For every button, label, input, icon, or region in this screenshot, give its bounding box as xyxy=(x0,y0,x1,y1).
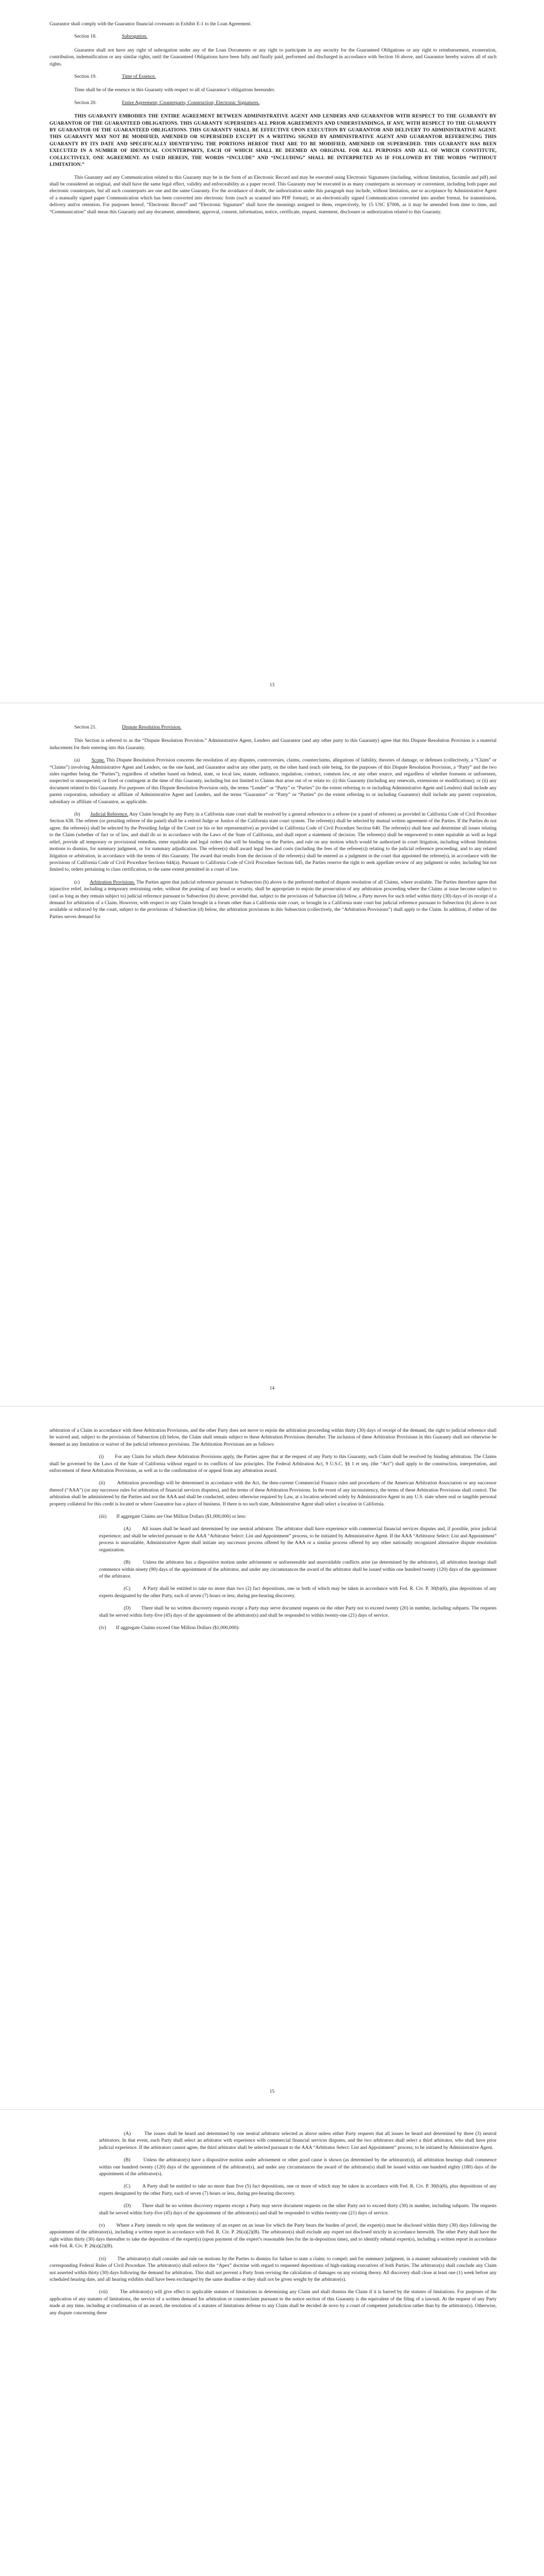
clause-body: A Party shall be entitled to take no more than two (2) fact depositions, one or both of which may be taken in accordance with Fed. R. Civ. P. 30(b)(6), plus depositions of any experts designated by the other Party, each of seven (7) hours or less, during pre-hearing discovery. xyxy=(99,1586,497,1599)
section-number: Section 18. xyxy=(74,33,97,40)
clause-vii xyxy=(50,2289,497,2316)
section-21-heading xyxy=(50,724,497,731)
clause-body: There shall be no written discovery requests except a Party may serve document requests on the other Party not to exceed twenty (20) in number, including subparts. The requests shall be served within forty-five (45) days of the appointment of the arbitrator(s) and shall be responded to within twenty-one (21) days of service. xyxy=(99,1605,497,1618)
document-page-16 xyxy=(0,2110,544,2576)
subsection-body: This Dispute Resolution Provision concerns the resolution of any disputes, controversies, claims, counterclaims, allegations of liability, theories of damage, or defenses (collectively, a “Claim” or “Claims”) involving Administrative Agent and Lenders, on the one hand, and Guarantor and/or any other party, on the other hand (each side being, for the purposes of this Dispute Resolution Provision, a “Party” and the two sides together being the “Parties”), regardless of whether based on federal, state, or local law, statute, ordinance, regulation, contract, common law, or any other source, and regardless of whether foreseen or unforeseen, suspected or unsuspected, or fixed or contingent at the time of this Guaranty, including but not limited to Claims that arise out of or relate to: (i) this Guaranty (including any renewals, extensions or modifications); or (ii) any document related to this Guaranty. For purposes of this Dispute Resolution Provision only, the terms “Lender” or “Party” or “Parties” (to the extent referring to or including Administrative Agent and Lenders) shall include any parent corporation, subsidiary or affiliate of Administrative Agent and Lenders, and the terms “Guarantor” or “Party” or “Parties” (to the extent referring to or including Guarantor) shall include any parent corporation, subsidiary or affiliate of Guarantor, as applicable. xyxy=(50,757,497,805)
clause-label: (iii) xyxy=(99,1514,107,1520)
subsection-c xyxy=(50,879,497,920)
clause-iii-a xyxy=(50,1526,497,1553)
section-title: Entire Agreement; Counterparts; Construction; Electronic Signatures. xyxy=(122,99,260,106)
document-page-13 xyxy=(0,0,544,703)
section-number: Section 19. xyxy=(74,74,97,80)
section-title: Dispute Resolution Provision. xyxy=(122,724,182,730)
clause-v xyxy=(50,2222,497,2250)
section-20-body: This Guaranty and any Communication related to this Guaranty may be in the form of an Electronic Record and may be executed using Electronic Signatures (including, without limitation, facsimile and pdf) and shall be considered an original, and shall have the same legal effect, validity and enforceability as a paper record. This Guaranty may be executed in as many counterparts as necessary or convenient, including both paper and electronic counterparts, but all such counterparts are one and the same Guaranty. For the avoidance of doubt, the authorization under this paragraph may include, without limitation, use or acceptance by Administrative Agent of a manually signed paper Communication which has been converted into electronic form (such as scanned into PDF format), or an electronically signed Communication converted into another format, for transmission, delivery and/or retention. For purposes hereof, “Electronic Record” and “Electronic Signature” shall have the meanings assigned to them, respectively, by 15 USC §7006, as it may be amended from time to time, and “Communication” shall mean this Guaranty and any document, amendment, approval, consent, information, notice, certificate, request, statement, disclosure or authorization related to this Guaranty. xyxy=(50,174,497,215)
clause-body: The issues shall be heard and determined by one neutral arbitrator selected as above unless either Party requests that all issues be heard and determined by three (3) neutral arbitrators. In that event, each Party shall select an arbitrator with experience with commercial financial services disputes, and the two arbitrators shall select a third arbitrator, who shall have prior judicial experience. If the arbitrators cannot agree, the third arbitrator shall be selected pursuant to the AAA “Arbitrator Select: List and Appointment” process, to be initiated by Administrative Agent. xyxy=(99,2131,497,2150)
clause-body: If aggregate Claims exceed One Million Dollars ($1,000,000): xyxy=(116,1624,240,1631)
clause-label: (vi) xyxy=(99,2256,106,2262)
section-20-heading xyxy=(50,99,497,106)
clause-body: Unless the arbitrator(s) have a dispositive motion under advisement or other good cause is shown (as determined by the arbitrator(s)), all arbitration hearings shall commence within one hundred twenty (120) days of the appointment of the arbitrator(s), and under any circumstances the award of the arbitrator(s) shall be issued within one hundred eighty (180) days of the appointment of the arbitrator(s). xyxy=(99,2157,497,2177)
clause-body: Arbitration proceedings will be determined in accordance with the Act, the then-current Commercial Finance rules and procedures of the American Arbitration Association or any successor thereof (“AAA”) (or any successor rules for arbitration of financial services disputes), and the terms of these Arbitration Provisions. In the event of any inconsistency, the terms of these Arbitration Provisions shall control. The arbitration shall be administered by the Parties and not the AAA and shall be conducted, unless otherwise required by Law, at a location selected solely by Administrative Agent in any U.S. state where real or tangible personal property collateral for this credit is located or where Guarantor has a place of business. If there is no such state, Administrative Agent shall select a location in California. xyxy=(50,1480,497,1507)
clause-iii xyxy=(50,1513,497,1520)
clause-iii-b xyxy=(50,1559,497,1580)
page-number: 14 xyxy=(269,1385,275,1391)
clause-i xyxy=(50,1453,497,1474)
clause-body: All issues shall be heard and determined by one neutral arbitrator. The arbitrator shall have experience with commercial financial services disputes and, if possible, prior judicial experience; and shall be selected pursuant to the AAA “Arbitrator Select: List and Appointment” process, to be initiated by Administrative Agent. If the AAA “Arbitrator Select: List and Appointment” process is unavailable, Administrative Agent shall initiate any successor process offered by the AAA or a similar process offered by any other nationally recognized alternative dispute resolution organization. xyxy=(99,1526,497,1553)
document-page-14 xyxy=(0,703,544,1406)
subsection-body: Any Claim brought by any Party in a California state court shall be resolved by a general reference to a referee (or a panel of referees) as provided in California Code of Civil Procedure Section 638. The referee (or presiding referee of the panel) shall be a retired Judge or Justice of the California state court system. The referee(s) shall be selected by mutual written agreement of the Parties. If the Parties do not agree, the referee(s) shall be selected by the Presiding Judge of the Court (or his or her representative) as provided in California Code of Civil Procedure Section 640. The referee(s) shall hear and determine all issues relating to the Claim (whether of fact or of law, and shall do so in accordance with the Laws of the State of California, and shall report a statement of decision. The referee(s) shall be empowered to enter equitable as well as legal relief, provide all temporary or provisional remedies, enter equitable and legal orders that will be binding on the Parties, and rule on any motion which would be authorized in court litigation, including without limitation motions to dismiss, for summary judgment, or for summary adjudication. The referee(s) shall award legal fees and costs (including the fees of the referee(s)) relating to the judicial reference proceeding, and to any related litigation or arbitration, in accordance with the terms of this Guaranty. The award that results from the decision of the referee(s) shall be entered as a judgment in the court that appointed the referee(s), in accordance with the provisions of California Code of Civil Procedure Sections 644(a). Pursuant to California Code of Civil Procedure Sections 645, the Parties reserve the right to seek appellate review of any judgment or order, including but not limited to, orders pertaining to class certification, to the same extent permitted in a court of law. xyxy=(50,811,497,873)
subsection-label: (b) xyxy=(74,811,80,818)
clause-label: (D) xyxy=(124,1605,131,1612)
clause-label: (A) xyxy=(124,1526,131,1532)
clause-label: (ii) xyxy=(99,1480,105,1486)
clause-iv-b xyxy=(50,2157,497,2177)
clause-body: For any Claim for which these Arbitration Provisions apply, the Parties agree that at the request of any Party to this Guaranty, such Claim shall be resolved by binding arbitration. The Claims shall be governed by the Laws of the State of California without regard to its conflicts of law principles. The Federal Arbitration Act, 9 U.S.C. §§ 1 et seq. (the “Act”) shall apply to the construction, interpretation, and enforcement of these Arbitration Provisions, as well as to the confirmation of or appeal from any arbitration award. xyxy=(50,1454,497,1474)
subsection-b xyxy=(50,811,497,873)
page-number: 13 xyxy=(269,682,275,688)
lead-paragraph: Guarantor shall comply with the Guarantor financial covenants in Exhibit E-1 to the Loan Agreement. xyxy=(50,21,252,27)
section-18-heading xyxy=(50,33,497,40)
clause-iv xyxy=(50,1624,497,1631)
clause-iii-d xyxy=(50,1605,497,1619)
clause-label: (D) xyxy=(124,2203,131,2209)
subsection-title: Scope. xyxy=(91,757,105,764)
section-19-heading xyxy=(50,73,497,80)
clause-body: A Party shall be entitled to take no more than five (5) fact depositions, one or more of which may be taken in accordance with Fed. R. Civ. P. 30(b)(6), plus depositions of any experts designated by the other Party, each of seven (7) hours or less, during pre-hearing discovery. xyxy=(99,2183,497,2196)
section-20-conspicuous-text: THIS GUARANTY EMBODIES THE ENTIRE AGREEMENT BETWEEN ADMINISTRATIVE AGENT AND LENDERS AND GUARANTOR WITH RESPECT TO THE GUARANTY BY GUARANTOR OF THE GUARANTEED OBLIGATIONS. THIS GUARANTY SUPERSEDES ALL PRIOR AGREEMENTS AND UNDERSTANDINGS, IF ANY, WITH RESPECT TO THE GUARANTY BY GUARANTOR OF THE GUARANTEED OBLIGATIONS. THIS GUARANTY SHALL BE EFFECTIVE UPON EXECUTION BY GUARANTOR AND DELIVERY TO ADMINISTRATIVE AGENT. THIS GUARANTY MAY NOT BE MODIFIED, AMENDED OR SUPERSEDED EXCEPT IN A WRITING SIGNED BY ADMINISTRATIVE AGENT AND GUARANTOR REFERENCING THIS GUARANTY BY ITS DATE AND SPECIFICALLY IDENTIFYING THE PORTIONS HEREOF THAT ARE TO BE MODIFIED, AMENDED OR SUPERSEDED. THIS GUARANTY HAS BEEN EXECUTED IN A NUMBER OF IDENTICAL COUNTERPARTS, EACH OF WHICH SHALL BE DEEMED AN ORIGINAL FOR ALL PURPOSES AND ALL OF WHICH CONSTITUTE, COLLECTIVELY, ONE AGREEMENT. AS USED HEREIN, THE WORDS “INCLUDE” AND “INCLUDING” SHALL BE INTERPRETED AS IF FOLLOWED BY THE WORDS “WITHOUT LIMITATION.” xyxy=(50,113,497,168)
document-page-15 xyxy=(0,1406,544,2110)
clause-iv-c xyxy=(50,2183,497,2197)
clause-label: (C) xyxy=(124,2183,130,2190)
subsection-body: The Parties agree that judicial reference pursuant to Subsection (b) above is the preferred method of dispute resolution of all Claims, where available. The Parties therefore agree that injunctive relief, including a temporary restraining order, without the posting of any bond or security, shall be appropriate to enjoin the prosecution of any arbitration proceeding where the Claims at issue become subject to (and as long as they remain subject to) judicial reference pursuant to Subsection (b) above; provided that, subject to the provisions of Subsection (d) below, a Party moves for such relief within thirty (30) days of its receipt of a demand for arbitration of a Claim. However, with respect to any Claim brought in a forum other than a California state court, or brought in a California state court but judicial reference pursuant to Subsection (b) above is not available or enforced by the court, subject to the provisions of Subsection (d) below, the arbitration provisions in this Subsection (collectively, the “Arbitration Provisions”) shall apply to the Claim. In addition, if either of the Parties serves demand for xyxy=(50,879,497,920)
clause-ii xyxy=(50,1480,497,1507)
clause-label: (A) xyxy=(124,2131,131,2137)
clause-body: Unless the arbitrator has a dispositive motion under advisement or unforeseeable and unavoidable conflicts arise (as determined by the arbitrator), all arbitration hearings shall commence within ninety (90) days of the appointment of the arbitrator, and under any circumstances the award of the arbitrator shall be issued within one hundred twenty (120) days of the appointment of the arbitrator. xyxy=(99,1560,497,1579)
clause-body: The arbitrator(s) shall consider and rule on motions by the Parties to dismiss for failure to state a claim; to compel; and for summary judgment, in a manner substantively consistent with the corresponding Federal Rules of Civil Procedure. The arbitrator(s) shall enforce the “Apex” doctrine with regard to requested depositions of high-ranking executives of both Parties. The arbitrator(s) shall conclude any Claim not asserted within thirty (30) days following the demand for arbitration. This shall not prevent a Party from revising the calculation of damages on any existing theory. All discovery shall close at least one (1) week before any scheduled hearing date, and all hearing exhibits shall have been exchanged by the same deadline or they shall not be given weight by the arbitrator(s). xyxy=(50,2256,497,2282)
clause-body: Where a Party intends to rely upon the testimony of an expert on an issue for which the Party bears the burden of proof, the expert(s) must be disclosed within thirty (30) days following the appointment of the arbitrator(s), including a written report in accordance with Fed. R. Civ. P. 26(a)(2)(B). The arbitrator(s) shall exclude any expert not disclosed strictly in accordance herewith. The other Party shall have the right within thirty (30) days thereafter to take the deposition of the expert(s) (upon payment of the expert’s reasonable fees for the in-deposition time), and to identify rebuttal expert(s), including a written report in accordance with Fed. R. Civ. P. 26(a)(2)(B). xyxy=(50,2223,497,2249)
clause-label: (B) xyxy=(124,2157,130,2163)
clause-vi xyxy=(50,2256,497,2283)
section-18-body: Guarantor shall not have any right of subrogation under any of the Loan Documents or any right to participate in any security for the Guaranteed Obligations or any right to reimbursement, exoneration, contribution, indemnification or any similar rights, until the Guaranteed Obligations have been fully and finally paid, performed and discharged in accordance with Section 16 above, and Guarantor hereby waives all of such rights. xyxy=(50,47,497,67)
clause-body: The arbitrator(s) will give effect to applicable statutes of limitations in determining any Claim and shall dismiss the Claim if it is barred by the statutes of limitations. For purposes of the application of any statutes of limitations, the service of a written demand for arbitration or counterclaim pursuant to the notice section of this Guaranty is the equivalent of the filing of a lawsuit. At the request of any Party made at any time, including at confirmation of an award, the resolution of a statutes of limitations defense to any Claim shall be decided de novo by a court of competent jurisdiction rather than by the arbitrator(s). Otherwise, any dispute concerning these xyxy=(50,2289,497,2316)
clause-label: (v) xyxy=(99,2223,105,2229)
section-number: Section 20. xyxy=(74,99,97,106)
clause-label: (iv) xyxy=(99,1624,106,1631)
clause-label: (C) xyxy=(124,1586,130,1592)
subsection-a xyxy=(50,757,497,805)
section-title: Time of Essence. xyxy=(122,74,156,80)
continuation-paragraph: arbitration of a Claim in accordance with these Arbitration Provisions, and the other Party does not move to enjoin the arbitration proceeding within thirty (30) days of receipt of the demand, the right to judicial reference shall be waived and, subject to the provisions of Subsection (d) below, the Claim shall remain subject to these Arbitration Provisions thereafter. The inclusion of these Arbitration Provisions in this Guaranty shall not otherwise be deemed as any limitation or waiver of the judicial reference provisions. The Arbitration Provisions are as follows: xyxy=(50,1428,497,1447)
clause-iv-d xyxy=(50,2202,497,2216)
clause-iii-c xyxy=(50,1585,497,1599)
page-number: 15 xyxy=(269,2088,275,2094)
section-21-intro: This Section is referred to as the “Dispute Resolution Provision.” Administrative Agent, Lenders and Guarantor (and any other party to this Guaranty) agree that this Dispute Resolution Provision is a material inducement for their entering into this Guaranty. xyxy=(50,738,497,751)
section-number: Section 21. xyxy=(74,724,97,730)
section-19-body: Time shall be of the essence in this Guaranty with respect to all of Guarantor’s obligations hereunder. xyxy=(74,87,275,93)
clause-label: (B) xyxy=(124,1560,130,1566)
subsection-title: Judicial Reference. xyxy=(90,811,128,818)
clause-label: (i) xyxy=(99,1454,104,1460)
subsection-title: Arbitration Provisions. xyxy=(89,879,136,885)
section-title: Subrogation. xyxy=(122,33,147,40)
clause-body: There shall be no written discovery requests except a Party may serve document requests on the other Party not to exceed thirty (30) in number, including subparts. The requests shall be served within forty-five (45) days of the appointment of the arbitrator(s) and shall be responded to within twenty-one (21) days of service. xyxy=(99,2203,497,2216)
subsection-label: (c) xyxy=(74,879,80,885)
clause-iv-a xyxy=(50,2130,497,2151)
subsection-label: (a) xyxy=(74,757,80,764)
clause-label: (vii) xyxy=(99,2289,108,2295)
clause-body: If aggregate Claims are One Million Dollars ($1,000,000) or less: xyxy=(116,1514,246,1520)
